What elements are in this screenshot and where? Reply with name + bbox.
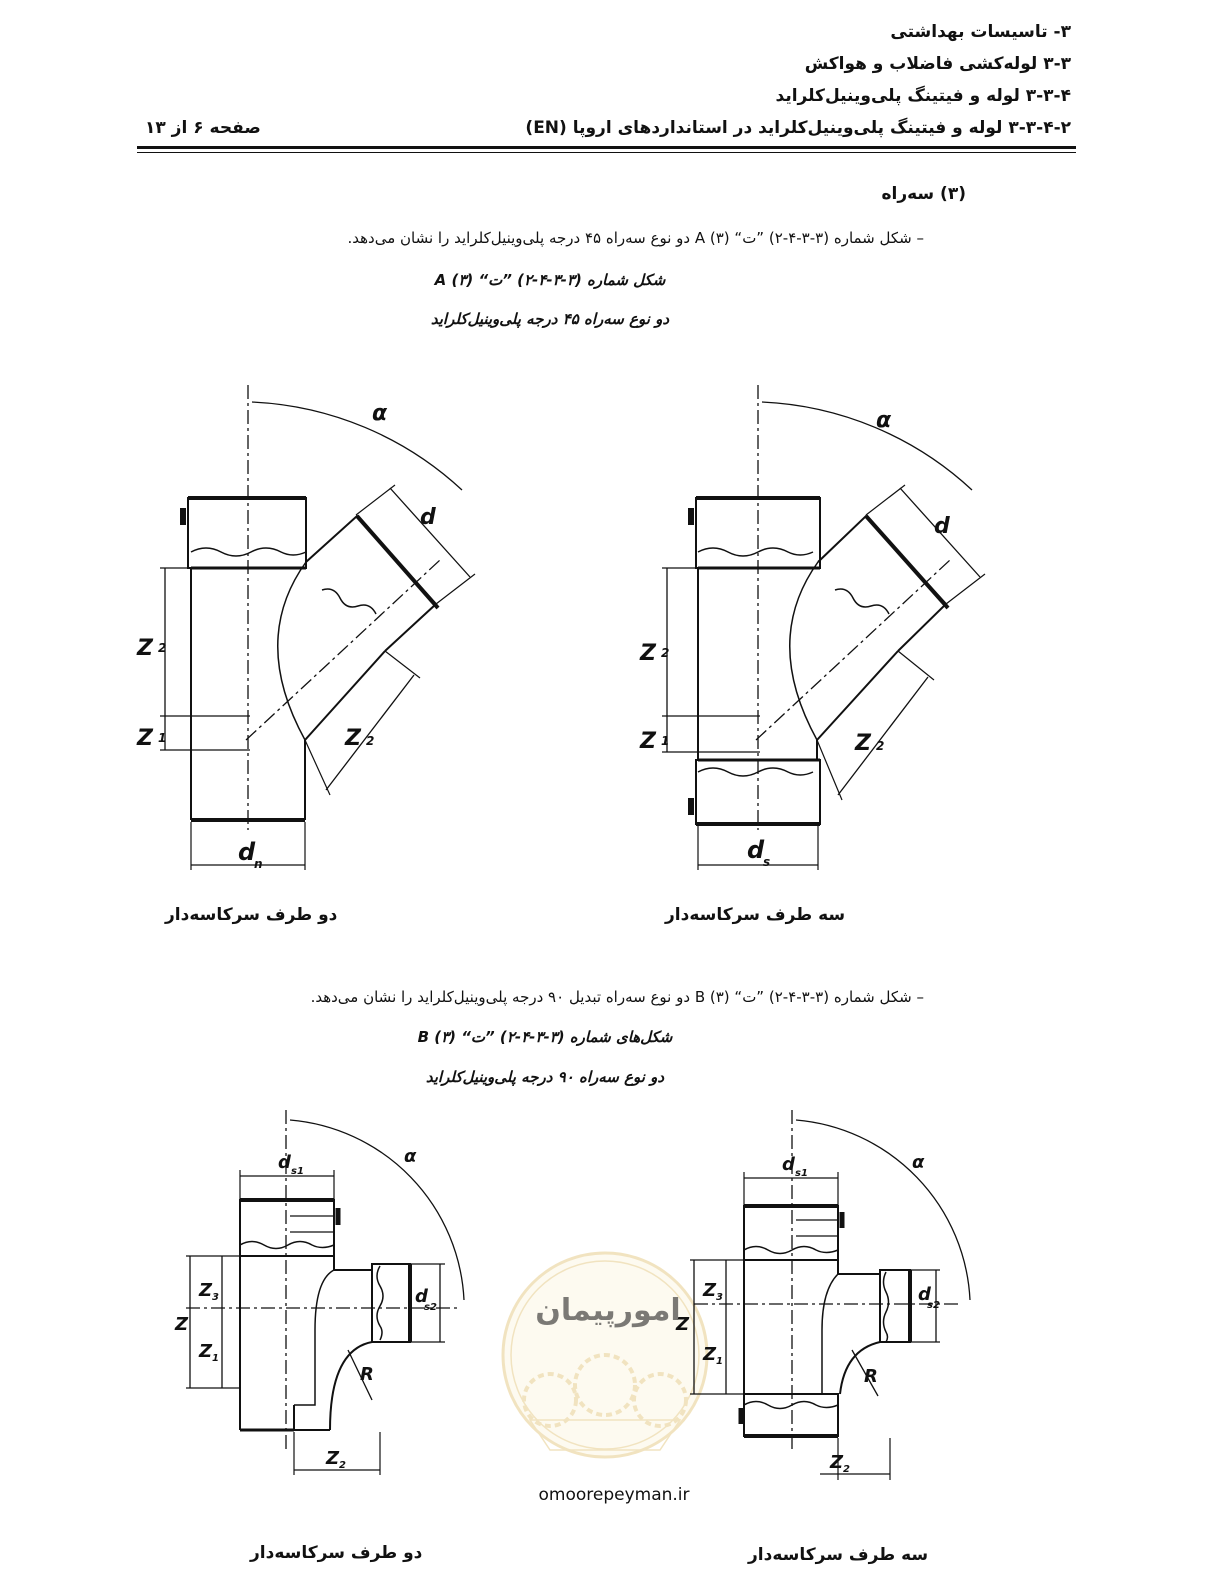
header-rule-thin	[137, 152, 1076, 153]
fig-b-left-z3-sub: 3	[212, 1292, 219, 1303]
header-rule-thick	[137, 146, 1076, 149]
watermark-url: omoorepeyman.ir	[538, 1485, 690, 1505]
fig-a-right-z1: Z	[640, 729, 656, 754]
fig-b-right-z2-sub: 2	[843, 1464, 850, 1475]
fig-a-right-z2: Z	[640, 641, 656, 666]
fig-a-left-alpha: α	[372, 401, 388, 426]
fig-b-right-z1: Z	[703, 1344, 717, 1365]
header-line-3: ۳-۳-۴ لوله و فیتینگ پلی‌وینیل‌کلراید	[775, 86, 1071, 106]
fig-a-left-z1: Z	[137, 726, 153, 751]
fig-a-left-z1-sub: 1	[158, 731, 167, 745]
fig-a-left-dn: d	[238, 838, 256, 866]
fig-a-right-z2-sub: 2	[661, 646, 670, 660]
header-line-4: ۳-۳-۴-۲ لوله و فیتینگ پلی‌وینیل‌کلراید در استانداردهای اروپا (EN)	[525, 118, 1071, 138]
fig-a-right-ds: d	[934, 514, 950, 539]
paragraph-fig-a: – شکل شماره (۳-۳-۴-۲) ”ت“ (۳) A دو نوع سه‌راه ۴۵ درجه پلی‌وینیل‌کلراید را نشان می‌دهد.	[347, 229, 924, 247]
fig-a-left-z2-branch: Z	[345, 726, 361, 751]
fig-a-left-ds: d	[420, 505, 436, 530]
figure-b-left-label: دو طرف سرکاسه‌دار	[250, 1543, 423, 1563]
fig-b-left-z: Z	[175, 1314, 189, 1335]
fig-a-right-z2-branch-sub: 2	[876, 739, 885, 753]
fig-b-left-z2: Z	[326, 1448, 340, 1469]
fig-a-left-dn-sub: n	[254, 857, 263, 871]
section-title: (۳) سه‌راه	[881, 184, 966, 204]
fig-b-right-alpha: α	[912, 1152, 925, 1173]
fig-a-right-ds-bottom: d	[747, 836, 765, 864]
fig-b-right-r: R	[864, 1366, 878, 1387]
fig-b-right-z: Z	[676, 1314, 690, 1335]
fig-b-right-ds1: d	[782, 1154, 795, 1175]
fig-b-left-z1-sub: 1	[212, 1353, 219, 1364]
fig-b-right-z3-sub: 3	[716, 1292, 723, 1303]
figure-a-caption-1: شکل شماره (۳-۳-۴-۲) ”ت“ (۳) A	[434, 271, 666, 289]
header-line-1: ۳- تاسیسات بهداشتی	[890, 22, 1071, 42]
figure-b-caption-1: شکل‌های شماره (۳-۳-۴-۲) ”ت“ (۳) B	[417, 1028, 673, 1046]
fig-b-left-ds1-sub: s1	[291, 1166, 304, 1177]
figure-a-left-label: دو طرف سرکاسه‌دار	[165, 905, 338, 925]
fig-a-right-z2-branch: Z	[855, 731, 871, 756]
fig-b-left-r: R	[360, 1364, 374, 1385]
fig-b-right-ds2: d	[918, 1284, 931, 1305]
fig-a-left-z2-sub: 2	[158, 641, 167, 655]
fig-b-left-ds1: d	[278, 1152, 291, 1173]
fig-a-left-z2-branch-sub: 2	[366, 734, 375, 748]
fig-b-left-alpha: α	[404, 1146, 417, 1167]
figure-b-right-label: سه طرف سرکاسه‌دار	[748, 1545, 929, 1565]
fig-a-right-z1-sub: 1	[661, 734, 670, 748]
header-line-2: ۳-۳ لوله‌کشی فاضلاب و هواکش	[804, 54, 1071, 74]
figure-a-caption-2: دو نوع سه‌راه ۴۵ درجه پلی‌وینیل‌کلراید	[430, 310, 670, 328]
fig-b-right-z2: Z	[830, 1452, 844, 1473]
figure-a-right-label: سه طرف سرکاسه‌دار	[665, 905, 846, 925]
page-number: صفحه ۶ از ۱۳	[145, 118, 261, 138]
fig-b-right-z3: Z	[703, 1280, 717, 1301]
fig-b-left-z1: Z	[199, 1341, 213, 1362]
fig-a-right-alpha: α	[876, 408, 892, 433]
fig-b-left-z3: Z	[199, 1280, 213, 1301]
watermark-brand: امورپیمان	[535, 1293, 681, 1328]
fig-b-right-ds2-sub: s2	[927, 1300, 940, 1311]
fig-b-right-ds1-sub: s1	[795, 1168, 808, 1179]
fig-a-right-ds-bottom-sub: s	[763, 855, 771, 869]
paragraph-fig-b: – شکل شماره (۳-۳-۴-۲) ”ت“ (۳) B دو نوع سه‌راه تبدیل ۹۰ درجه پلی‌وینیل‌کلراید را نشان می‌دهد.	[310, 988, 924, 1006]
fig-a-left-z2: Z	[137, 636, 153, 661]
fig-b-right-z1-sub: 1	[716, 1356, 723, 1367]
fig-b-left-ds2: d	[415, 1286, 428, 1307]
figure-b-caption-2: دو نوع سه‌راه ۹۰ درجه پلی‌وینیل‌کلراید	[425, 1068, 665, 1086]
fig-b-left-ds2-sub: s2	[424, 1302, 437, 1313]
fig-b-left-z2-sub: 2	[339, 1460, 346, 1471]
